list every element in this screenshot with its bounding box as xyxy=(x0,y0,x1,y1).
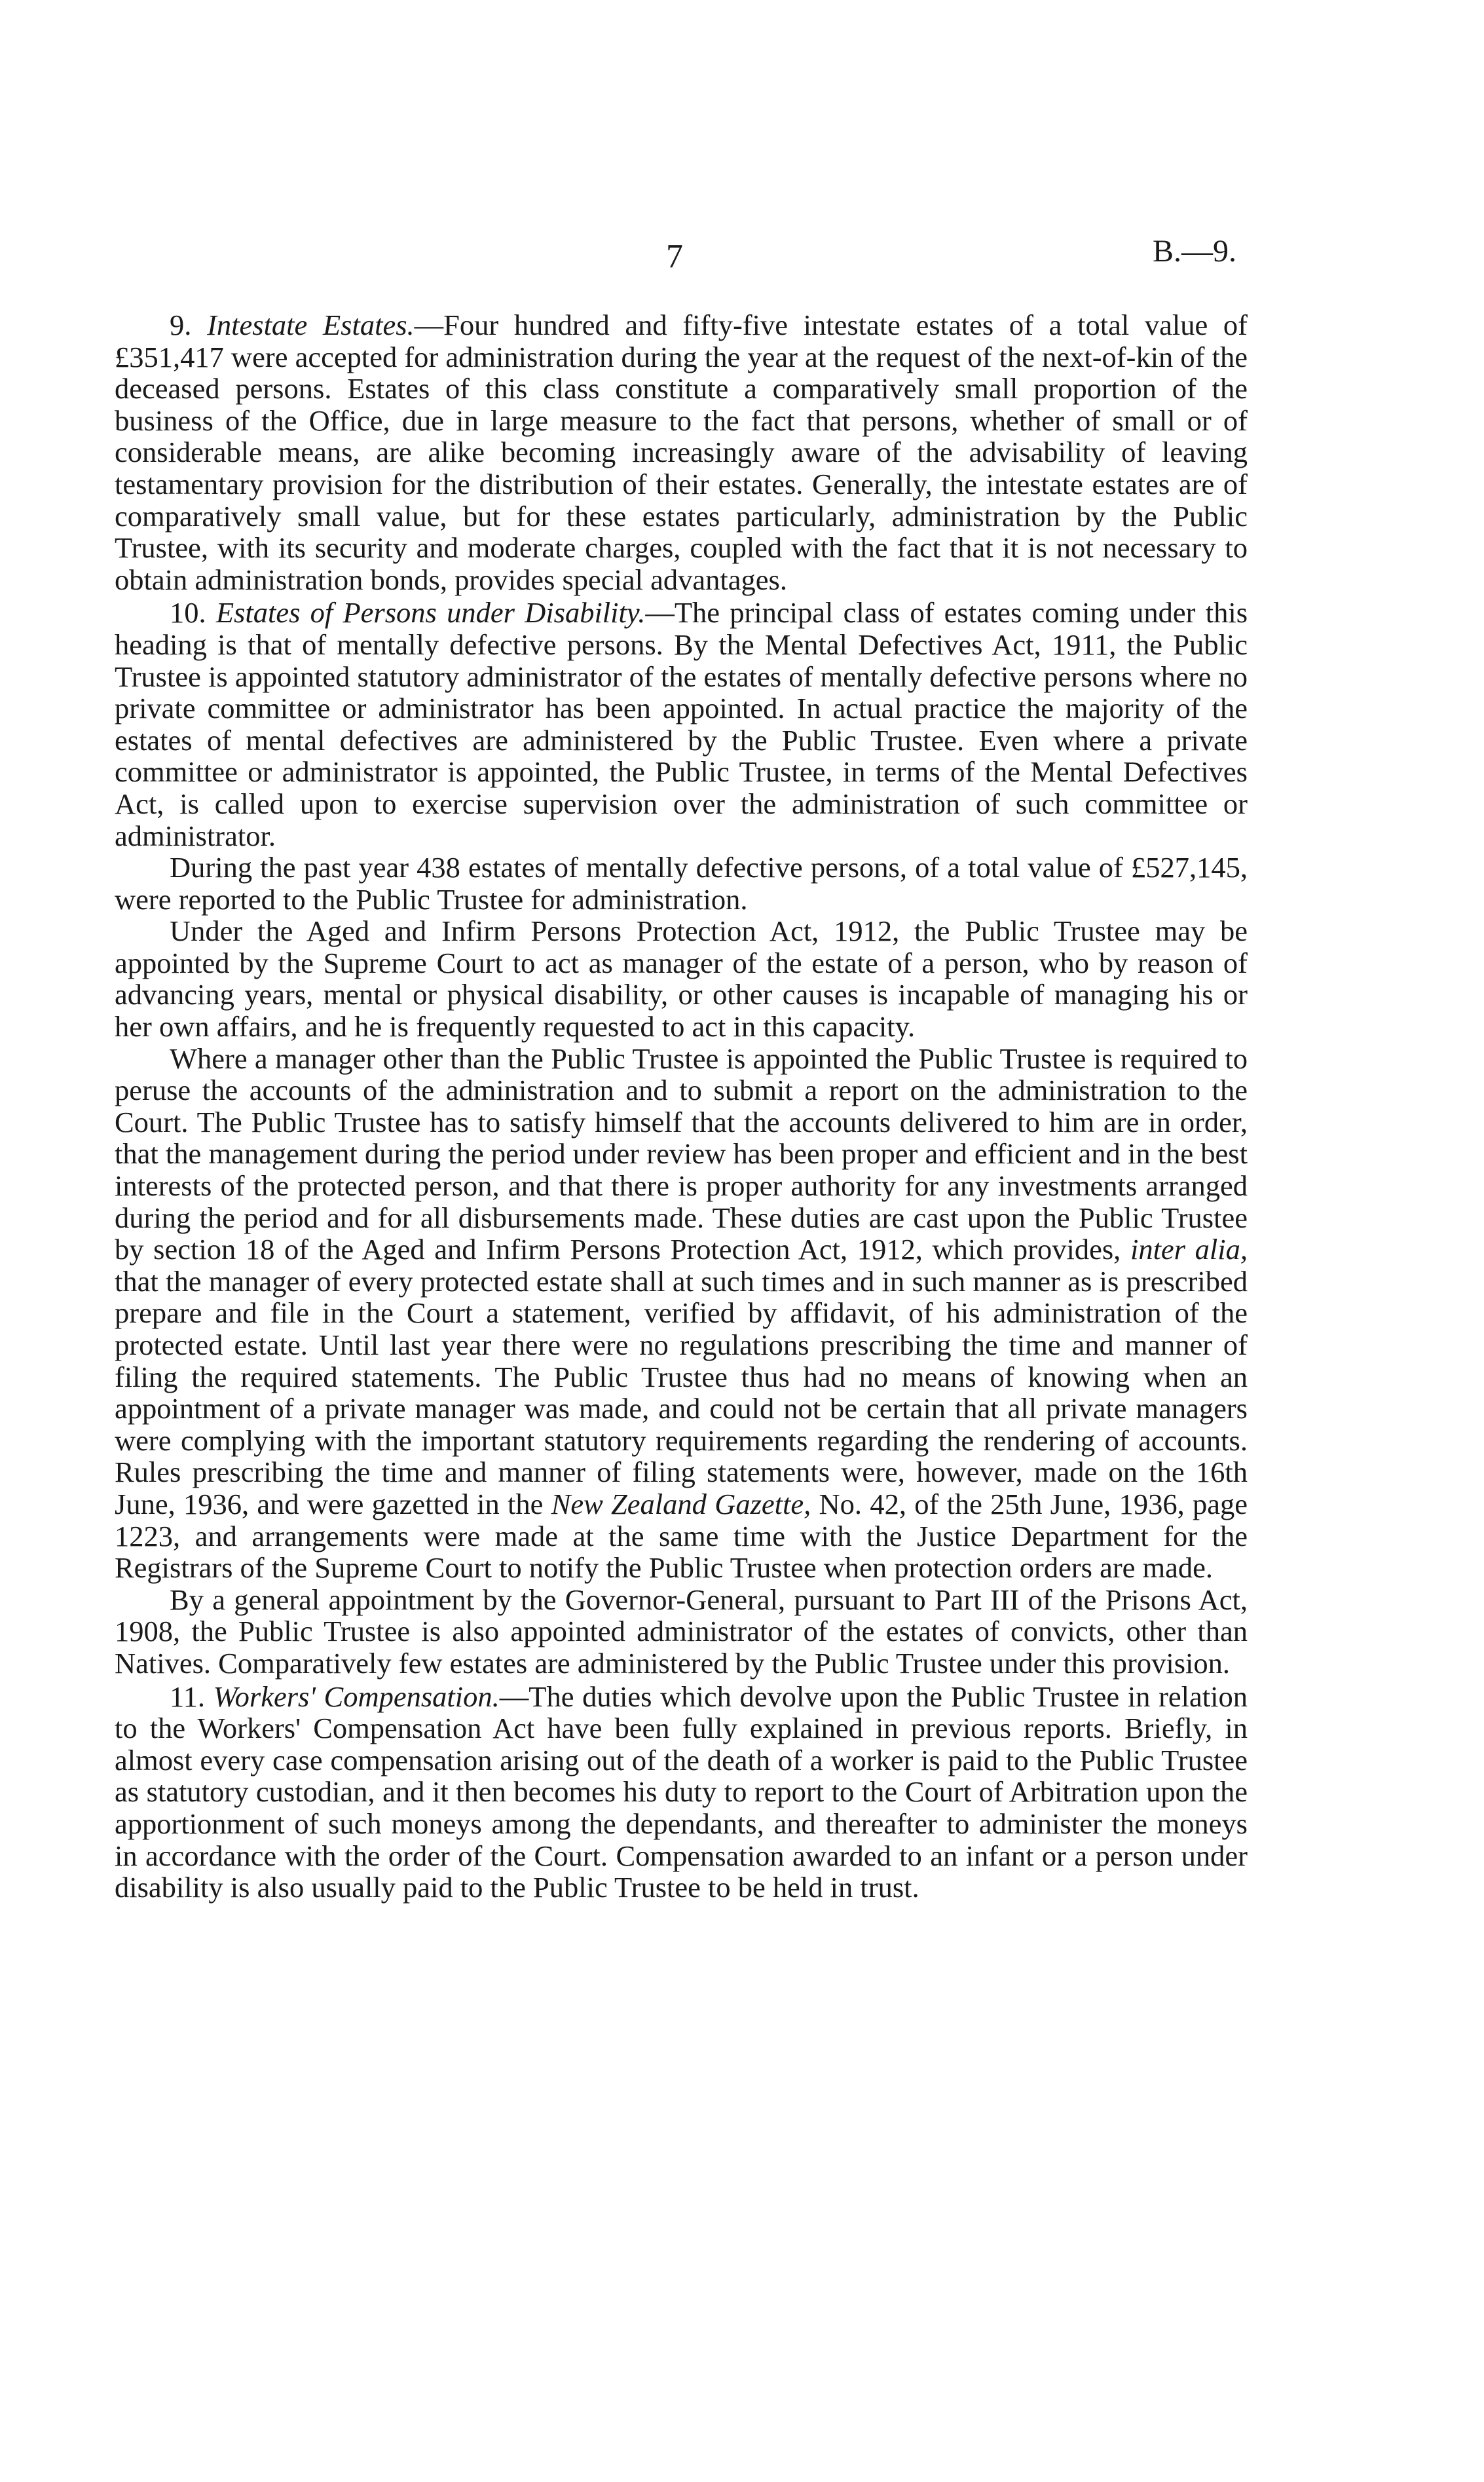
paragraph-text: —The duties which devolve upon the Public Trustee in relation to the Workers' Compensation Act have been fully explained in previous reports. Briefly, in almost every case compensation arising out of the death of a worker is paid to the Public Trustee as statutory custodian, and it then becomes his duty to report to the Court of Arbitration upon the apportionment of such moneys among the dependants, and thereafter to administer the moneys in accordance with the order of the Court. Compensation awarded to an infant or a person under disability is also usually paid to the Public Trustee to be held in trust. xyxy=(115,1680,1248,1904)
paragraph-number: 9. xyxy=(170,309,192,341)
italic-text: inter alia, xyxy=(1130,1233,1248,1266)
document-code: B.—9. xyxy=(1153,234,1237,269)
section-heading: Estates of Persons under Disability. xyxy=(215,596,646,630)
paragraph-mentally-defective-stats xyxy=(115,852,1248,915)
paragraph-aged-infirm-act xyxy=(115,915,1248,1042)
paragraph-text: that the manager of every protected estate shall at such times and in such manner as is prescribed prepare and file in the Court a statement, verified by affidavit, of his administration of the protected estate. Until last year there were no regulations prescribing the time and manner of filing the required statements. The Public Trustee thus had no means of knowing when an appointment of a private manager was made, and could not be certain that all private managers were complying with the important statutory requirements regarding the rendering of accounts. Rules prescribing the time and manner of filing statements were, however, made on the 16th June, 1936, and were gazetted in the xyxy=(115,1264,1248,1520)
section-heading: Intestate Estates. xyxy=(207,309,415,341)
paragraph-text: Under the Aged and Infirm Persons Protection Act, 1912, the Public Trustee may be appointed by the Supreme Court to act as manager of the estate of a person, who by reason of advancing years, mental or physical disability, or other causes is incapable of managing his or her own affairs, and he is frequently requested to act in this capacity. xyxy=(115,914,1248,1044)
section-heading: Workers' Compensation. xyxy=(213,1680,500,1713)
paragraph-text: During the past year 438 estates of mentally defective persons, of a total value of £527,145, were reported to the Public Trustee for administration. xyxy=(115,851,1248,916)
paragraph-persons-under-disability xyxy=(115,597,1248,852)
paragraph-prisons-act xyxy=(115,1584,1248,1680)
paragraph-private-manager xyxy=(115,1043,1248,1584)
paragraph-number: 10. xyxy=(170,596,206,630)
page-number: 7 xyxy=(666,238,683,275)
paragraph-intestate-estates xyxy=(115,309,1248,595)
paragraph-text: —Four hundred and fifty-five intestate estates of a total value of £351,417 were accepted for administration during the year at the request of the next-of-kin of the deceased persons. Estates of this class constitute a comparatively small proportion of the business of the Office, due in large measure to the fact that persons, whether of small or of considerable means, are alike becoming increasingly aware of the advisability of leaving testamentary provision for the distribution of their estates. Generally, the intestate estates are of comparatively small value, but for these estates particularly, administration by the Public Trustee, with its security and moderate charges, coupled with the fact that it is not necessary to obtain administration bonds, provides special advantages. xyxy=(115,309,1248,596)
italic-text: New Zealand Gazette, xyxy=(551,1487,811,1520)
document-body xyxy=(115,308,1248,1904)
paragraph-number: 11. xyxy=(170,1680,205,1713)
paragraph-text: By a general appointment by the Governor-General, pursuant to Part III of the Prisons Act, 1908, the Public Trustee is also appointed administrator of the estates of convicts, other than Natives. Comparatively few estates are administered by the Public Trustee under this provision. xyxy=(115,1583,1248,1680)
paragraph-text: —The principal class of estates coming under this heading is that of mentally defective persons. By the Mental Defectives Act, 1911, the Public Trustee is appointed statutory administrator of the estates of mentally defective persons where no private committee or administrator has been appointed. In actual practice the majority of the estates of mental defectives are administered by the Public Trustee. Even where a private committee or administrator is appointed, the Public Trustee, in terms of the Mental Defectives Act, is called upon to exercise supervision over the administration of such committee or administrator. xyxy=(115,596,1248,852)
paragraph-workers-compensation xyxy=(115,1681,1248,1904)
paragraph-text: Where a manager other than the Public Trustee is appointed the Public Trustee is required to peruse the accounts of the administration and to submit a report on the administration to the Court. The Public Trustee has to satisfy himself that the accounts delivered to him are in order, that the management during the period under review has been proper and efficient and in the best interests of the protected person, and that there is proper authority for any investments arranged during the period and for all disbursements made. These duties are cast upon the Public Trustee by section 18 of the Aged and Infirm Persons Protection Act, 1912, which provides, xyxy=(115,1042,1248,1266)
paragraph-text: No. 42, of the 25th June, 1936, page 1223, and arrangements were made at the same time with the Justice Department for the Registrars of the Supreme Court to notify the Public Trustee when protection orders are made. xyxy=(115,1487,1248,1585)
